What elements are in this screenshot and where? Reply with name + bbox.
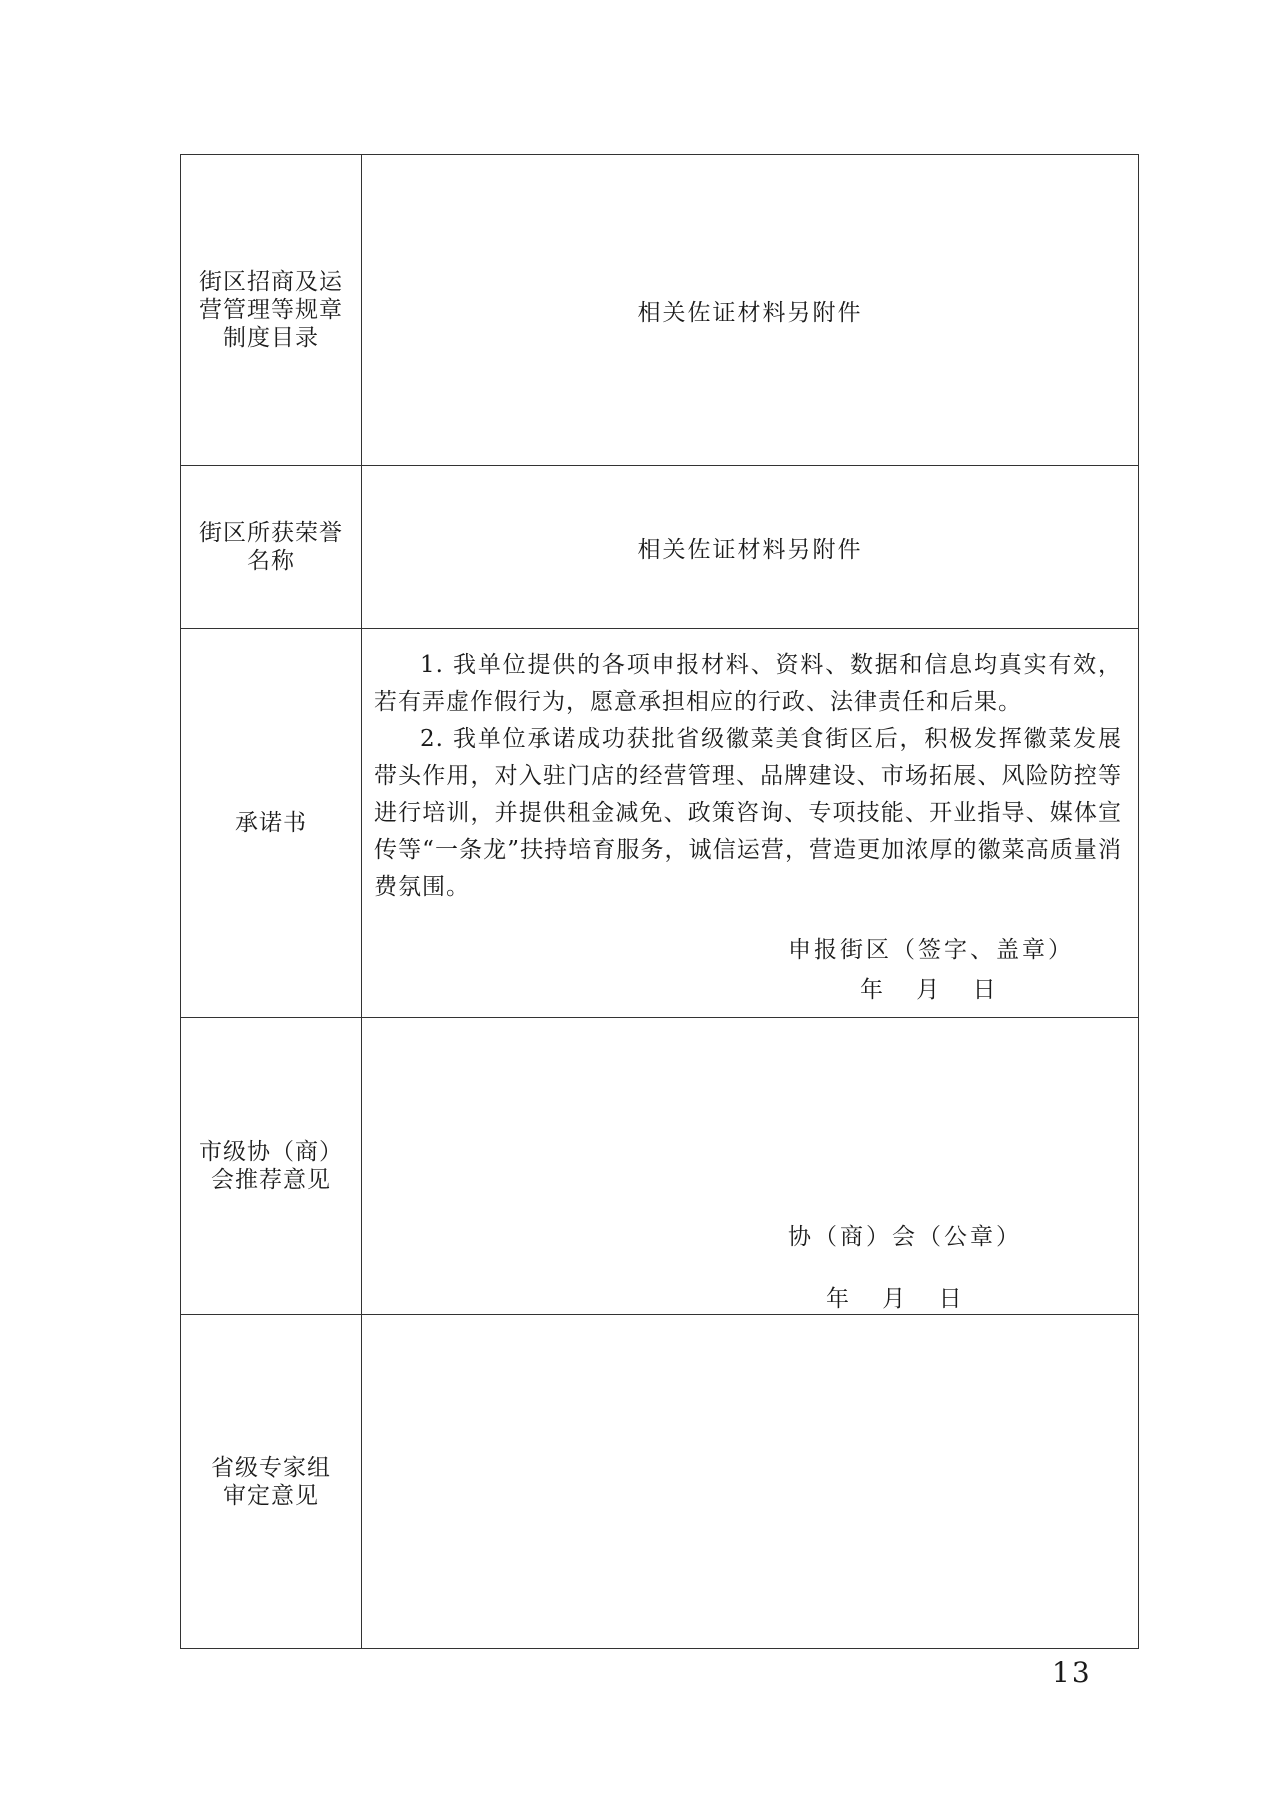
pledge-paragraph-1: 1. 我单位提供的各项申报材料、资料、数据和信息均真实有效，若有弄虚作假行为，愿意承担相应的行政、法律责任和后果。	[374, 652, 1122, 715]
pledge-body	[374, 647, 1122, 906]
regulations-label-cell	[181, 155, 362, 466]
page-number: 13	[1052, 1656, 1092, 1689]
expert-label-cell	[181, 1315, 362, 1649]
pledge-label-cell	[181, 629, 362, 1018]
honors-content-cell	[362, 466, 1139, 629]
row-regulations	[181, 155, 1139, 466]
regulations-label: 街区招商及运 营管理等规章 制度目录	[199, 269, 343, 351]
association-label: 市级协（商） 会推荐意见	[199, 1139, 343, 1193]
association-content-cell	[362, 1018, 1139, 1315]
honors-label: 街区所获荣誉 名称	[199, 520, 343, 574]
honors-label-cell	[181, 466, 362, 629]
pledge-signature-line: 申报街区（签字、盖章）	[788, 937, 1074, 963]
pledge-date-line: 年 月 日	[860, 977, 999, 1003]
regulations-content: 相关佐证材料另附件	[637, 299, 863, 326]
association-date-line: 年 月 日	[826, 1286, 965, 1312]
expert-content-cell	[362, 1315, 1139, 1649]
row-association	[181, 1018, 1139, 1315]
association-label-cell	[181, 1018, 362, 1315]
pledge-paragraph-2: 2. 我单位承诺成功获批省级徽菜美食街区后，积极发挥徽菜发展带头作用，对入驻门店的经营管理、品牌建设、市场拓展、风险防控等进行培训，并提供租金减免、政策咨询、专项技能、开业指导、媒体宣传等“一条龙”扶持培育服务，诚信运营，营造更加浓厚的徽菜高质量消费氛围。	[374, 726, 1122, 900]
application-form-table	[180, 154, 1139, 1649]
pledge-content-cell	[362, 629, 1139, 1018]
association-seal-line: 协（商）会（公章）	[788, 1224, 1022, 1250]
honors-content: 相关佐证材料另附件	[637, 536, 863, 563]
expert-label: 省级专家组 审定意见	[211, 1454, 331, 1509]
pledge-label: 承诺书	[235, 810, 307, 836]
row-honors	[181, 466, 1139, 629]
row-pledge	[181, 629, 1139, 1018]
regulations-content-cell	[362, 155, 1139, 466]
row-expert	[181, 1315, 1139, 1649]
